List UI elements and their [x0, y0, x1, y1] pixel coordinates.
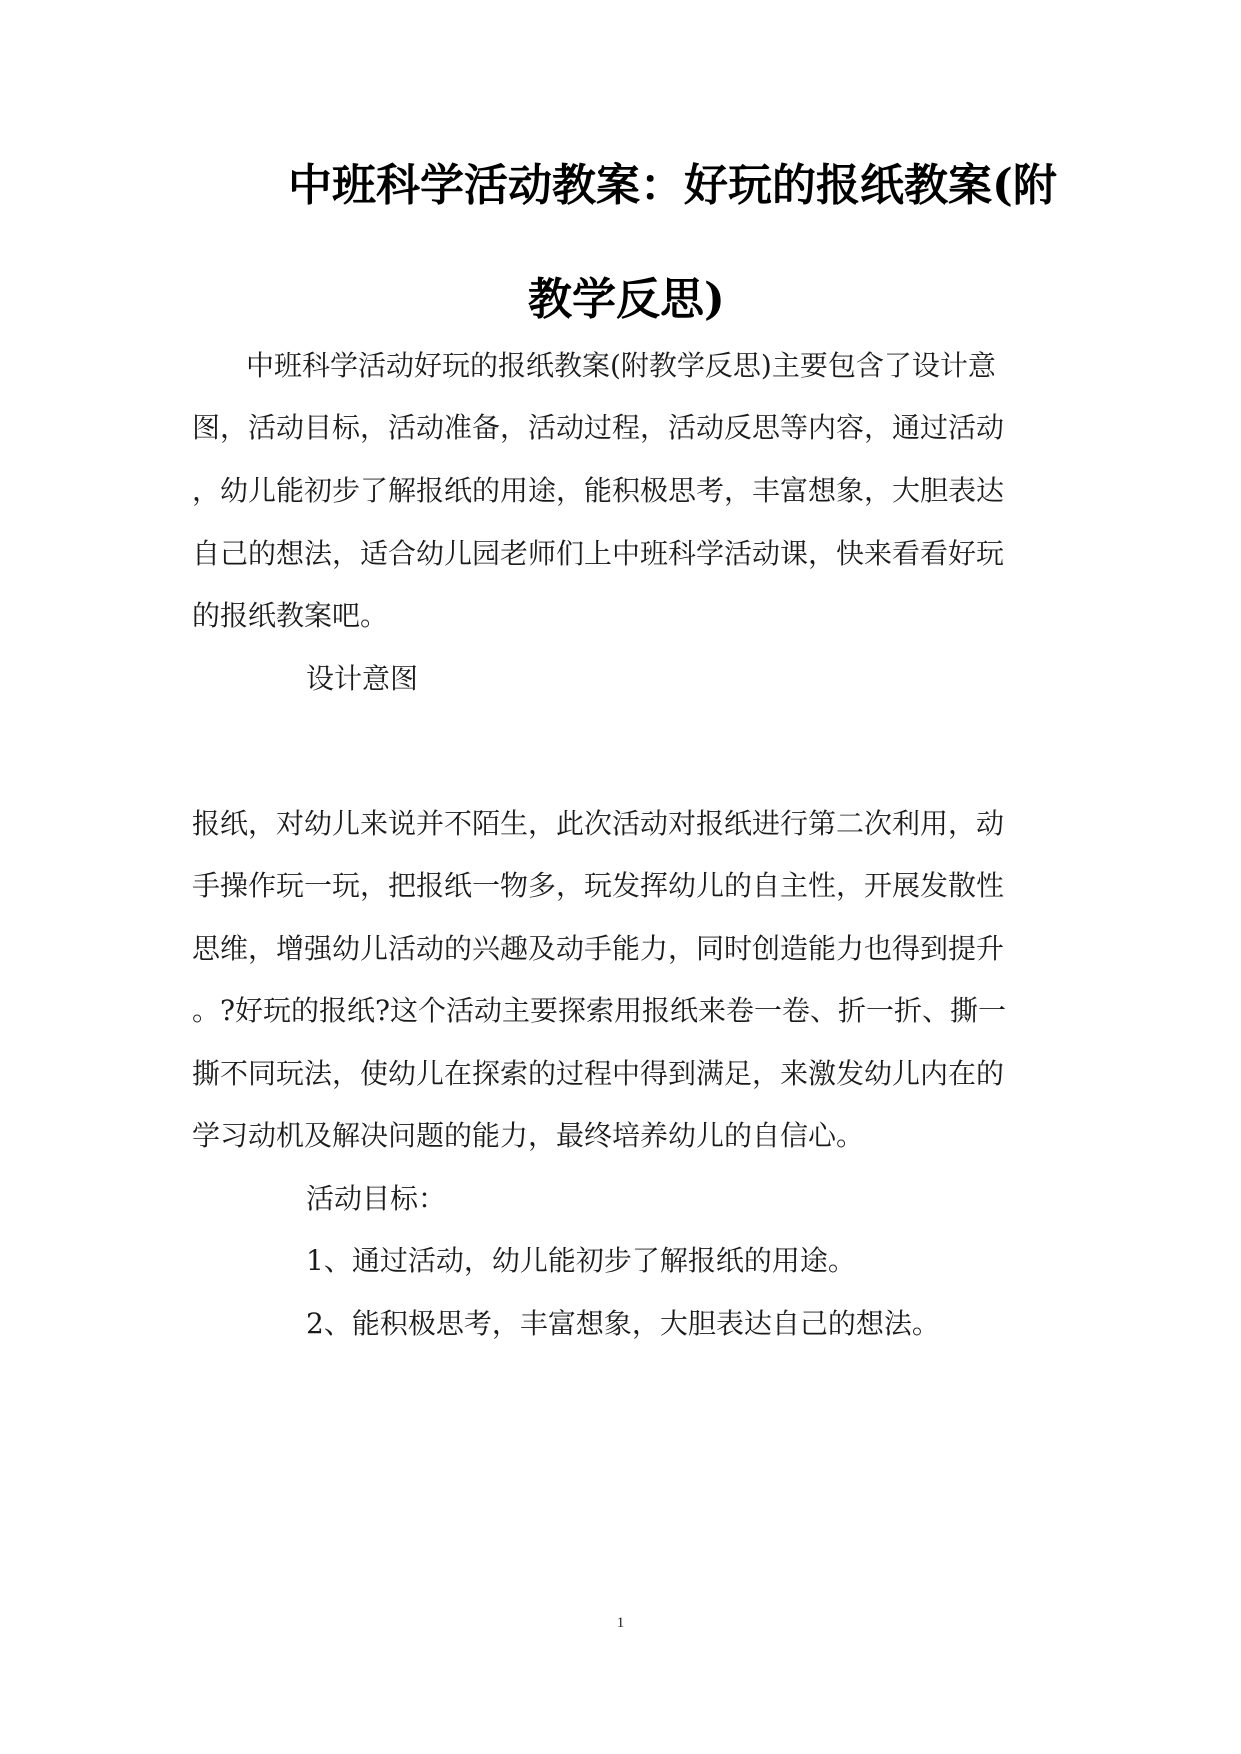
page-number: 1 [616, 1615, 625, 1631]
intro-line-5: 的报纸教案吧。 [192, 599, 389, 632]
document-title-line-1: 中班科学活动教案：好玩的报纸教案(附 [288, 160, 1057, 211]
design-line-1: 报纸，对幼儿来说并不陌生，此次活动对报纸进行第二次利用，动 [192, 807, 1005, 840]
intro-line-1: 中班科学活动好玩的报纸教案(附教学反思)主要包含了设计意 [246, 349, 996, 382]
design-heading: 设计意图 [306, 662, 419, 695]
design-line-5: 撕不同玩法，使幼儿在探索的过程中得到满足，来激发幼儿内在的 [192, 1057, 1005, 1090]
document-title-line-2: 教学反思) [528, 274, 725, 325]
goal-item-2: 2、能积极思考，丰富想象，大胆表达自己的想法。 [306, 1307, 940, 1340]
intro-line-3: ，幼儿能初步了解报纸的用途，能积极思考，丰富想象，大胆表达 [192, 474, 1005, 507]
goals-heading: 活动目标： [306, 1182, 447, 1215]
goal-item-1: 1、通过活动，幼儿能初步了解报纸的用途。 [306, 1244, 856, 1277]
intro-line-2: 图，活动目标，活动准备，活动过程，活动反思等内容，通过活动 [192, 411, 1005, 444]
design-line-3: 思维，增强幼儿活动的兴趣及动手能力，同时创造能力也得到提升 [192, 932, 1005, 965]
design-line-4: 。?好玩的报纸?这个活动主要探索用报纸来卷一卷、折一折、撕一 [192, 994, 1007, 1027]
intro-line-4: 自己的想法，适合幼儿园老师们上中班科学活动课，快来看看好玩 [192, 537, 1005, 570]
design-line-2: 手操作玩一玩，把报纸一物多，玩发挥幼儿的自主性，开展发散性 [192, 869, 1005, 902]
design-line-6: 学习动机及解决问题的能力，最终培养幼儿的自信心。 [192, 1119, 865, 1152]
